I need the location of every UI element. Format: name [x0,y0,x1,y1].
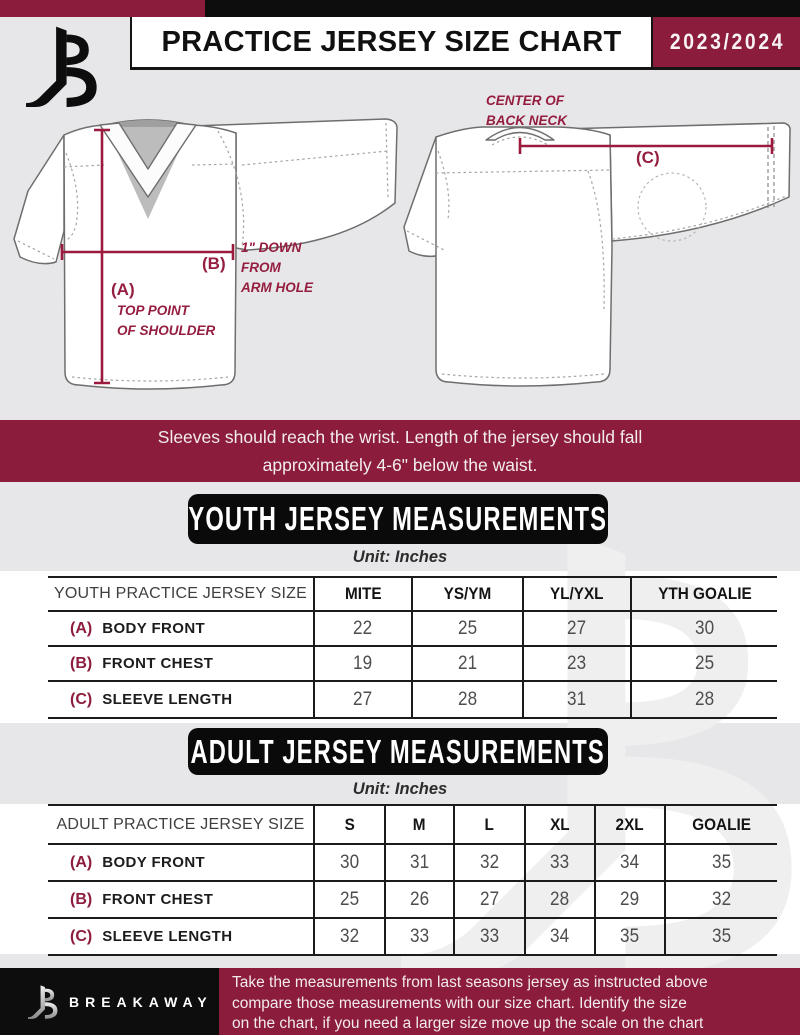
season-label: 2023/2024 [669,29,786,54]
table-value: 33 [455,919,526,956]
table-value: 30 [632,612,777,647]
table-value: 29 [596,882,666,919]
fit-advice-banner [0,420,800,482]
adult-col-l: L [455,806,526,845]
measure-b-note-line3: ARM HOLE [241,279,313,295]
adult-col-2xl: 2XL [596,806,666,845]
footer-brand-block [0,968,219,1035]
table-value: 26 [386,882,455,919]
youth-unit-label: Unit: Inches [352,548,448,566]
adult-row-sleeve-length-label: (C) SLEEVE LENGTH [48,919,315,956]
adult-section-header [188,728,608,775]
measure-b-note [241,238,313,298]
breakaway-b-logo-small-icon [28,984,58,1020]
back-jersey-drawing [404,123,790,386]
youth-size-table [48,576,777,719]
table-value: 27 [524,612,632,647]
footer-instructions [219,968,800,1035]
adult-col-xl: XL [526,806,596,845]
table-value: 31 [524,682,632,719]
table-value: 22 [315,612,413,647]
table-value: 33 [386,919,455,956]
youth-col-ylyxl: YL/YXL [524,578,632,612]
table-value: 31 [386,845,455,882]
season-box [651,17,800,70]
adult-size-table [48,804,777,956]
measure-a-note [117,301,215,342]
jersey-diagrams [0,69,800,420]
measure-a-note-line2: OF SHOULDER [117,323,216,339]
table-value: 32 [315,919,386,956]
table-value: 35 [666,919,777,956]
table-value: 28 [526,882,596,919]
table-value: 34 [526,919,596,956]
table-value: 23 [524,647,632,682]
youth-table-header-label: YOUTH PRACTICE JERSEY SIZE [48,578,315,612]
youth-section-title: YOUTH JERSEY MEASUREMENTS [188,500,608,537]
footer-brand-name: BREAKAWAY [69,993,213,1010]
table-value: 25 [315,882,386,919]
table-value: 32 [455,845,526,882]
table-value: 34 [596,845,666,882]
table-value: 35 [596,919,666,956]
table-value: 30 [315,845,386,882]
table-value: 25 [413,612,524,647]
table-value: 33 [526,845,596,882]
top-strip-black [205,0,800,17]
fit-advice-line1: Sleeves should reach the wrist. Length of the jersey should fall [157,427,643,447]
table-value: 35 [666,845,777,882]
footer-line2: compare those measurements with our size chart. Identify the size [232,994,687,1012]
table-value: 27 [315,682,413,719]
page-title-box [130,17,651,70]
adult-col-m: M [386,806,455,845]
measure-c-note-line1: CENTER OF [486,93,565,108]
youth-col-ysym: YS/YM [413,578,524,612]
table-value: 19 [315,647,413,682]
adult-unit-label: Unit: Inches [352,780,448,798]
top-strip-maroon [0,0,205,17]
footer-line3: on the chart, if you need a larger size move up the scale on the chart [232,1015,704,1032]
youth-row-body-front-label: (A) BODY FRONT [48,612,315,647]
measure-b-note-line1: 1" DOWN [241,240,302,255]
table-value: 28 [632,682,777,719]
measure-a-note-line1: TOP POINT [117,303,190,318]
adult-table-header-label: ADULT PRACTICE JERSEY SIZE [48,806,315,845]
adult-col-s: S [315,806,386,845]
youth-row-front-chest-label: (B) FRONT CHEST [48,647,315,682]
fit-advice-line2: approximately 4-6" below the waist. [262,455,538,475]
adult-section-title: ADULT JERSEY MEASUREMENTS [190,732,606,770]
measure-c-label: (C) [636,148,660,167]
adult-col-goalie: GOALIE [666,806,777,845]
youth-row-sleeve-length-label: (C) SLEEVE LENGTH [48,682,315,719]
table-value: 28 [413,682,524,719]
measure-b-note-line2: FROM [241,259,281,275]
page-title: PRACTICE JERSEY SIZE CHART [161,25,622,58]
table-value: 21 [413,647,524,682]
table-value: 32 [666,882,777,919]
measure-a-label: (A) [111,280,135,299]
footer-line1: Take the measurements from last seasons jersey as instructed above [232,974,708,991]
youth-col-goalie: YTH GOALIE [632,578,777,612]
adult-row-front-chest-label: (B) FRONT CHEST [48,882,315,919]
measure-c-note-line2: BACK NECK [486,113,567,129]
table-value: 27 [455,882,526,919]
measure-c-note [486,91,567,132]
measure-b-label: (B) [202,254,226,273]
table-value: 25 [632,647,777,682]
youth-col-mite: MITE [315,578,413,612]
youth-section-header [188,494,608,544]
adult-row-body-front-label: (A) BODY FRONT [48,845,315,882]
